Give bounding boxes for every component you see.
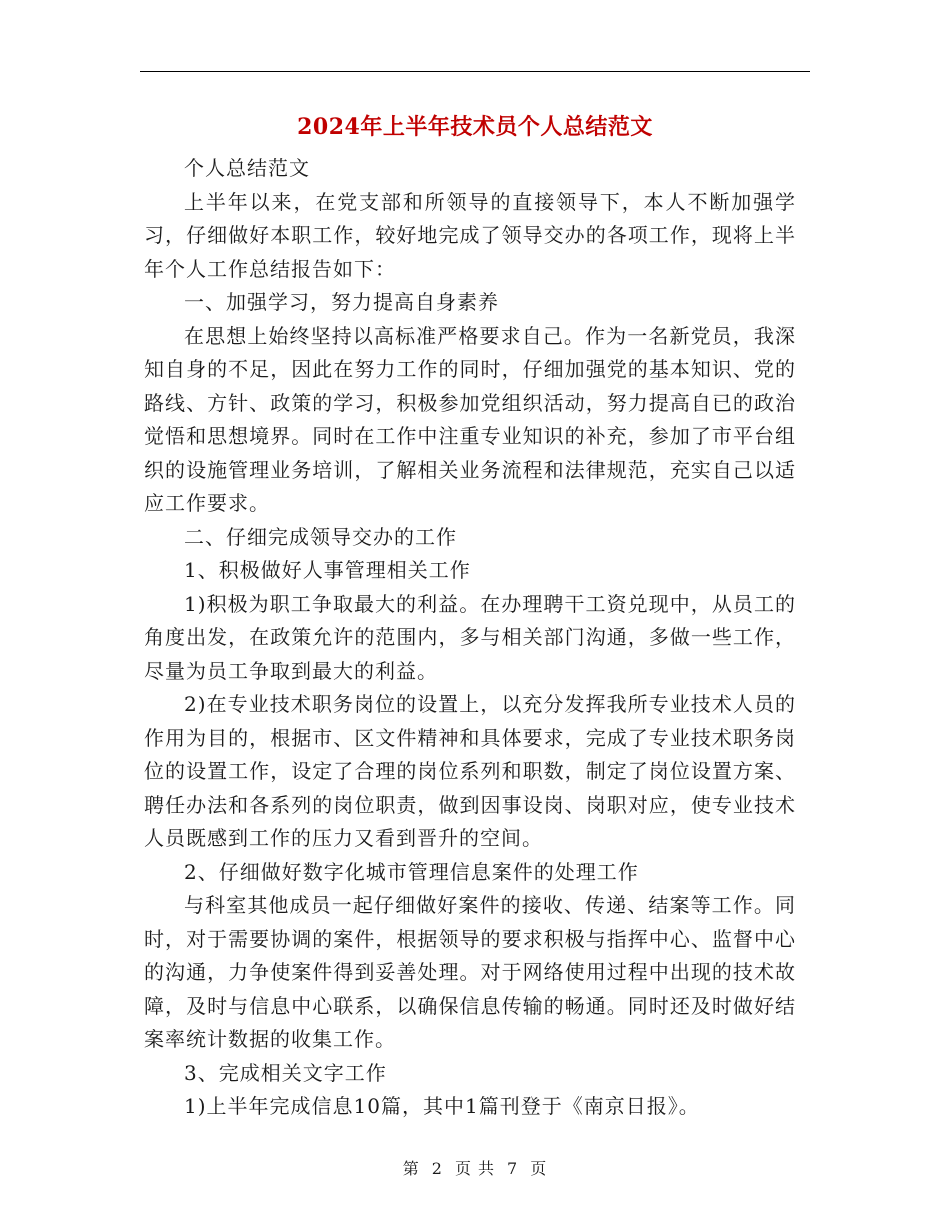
paragraph-item-2: 2)在专业技术职务岗位的设置上，以充分发挥我所专业技术人员的作用为目的，根据市、区文件精神和具体要求，完成了专业技术职务岗位的设置工作，设定了合理的岗位系列和职数，制定了岗位设置方案、聘任办法和各系列的岗位职责，做到因事设岗、岗职对应，使专业技术人员既感到工作的压力又看到晋升的空间。	[144, 692, 796, 850]
paragraph-intro: 上半年以来，在党支部和所领导的直接领导下，本人不断加强学习，仔细做好本职工作，较好地完成了领导交办的各项工作，现将上半年个人工作总结报告如下：	[144, 189, 796, 281]
subsection-heading-2: 2、仔细做好数字化城市管理信息案件的处理工作	[184, 859, 639, 884]
subsection-heading-3: 3、完成相关文字工作	[184, 1060, 387, 1085]
paragraph-cases: 与科室其他成员一起仔细做好案件的接收、传递、结案等工作。同时，对于需要协调的案件，根据领导的要求积极与指挥中心、监督中心的沟通，力争使案件得到妥善处理。对于网络使用过程中出现的技术故障，及时与信息中心联系，以确保信息传输的畅通。同时还及时做好结案率统计数据的收集工作。	[144, 893, 796, 1051]
total-pages: 7	[507, 1159, 519, 1178]
header-rule	[140, 71, 810, 72]
section-heading-1: 一、加强学习，努力提高自身素养	[184, 290, 499, 314]
document-body	[144, 152, 796, 1124]
subsection-heading-1: 1、积极做好人事管理相关工作	[184, 558, 471, 582]
page-footer	[0, 1156, 950, 1179]
paragraph-study: 在思想上始终坚持以高标准严格要求自己。作为一名新党员，我深知自身的不足，因此在努力工作的同时，仔细加强党的基本知识、党的路线、方针、政策的学习，积极参加党组织活动，努力提高自已的政治觉悟和思想境界。同时在工作中注重专业知识的补充，参加了市平台组织的设施管理业务培训，了解相关业务流程和法律规范，充实自己以适应工作要求。	[144, 323, 796, 515]
footer-suffix: 页	[530, 1159, 548, 1178]
page-number: 2	[431, 1159, 443, 1178]
paragraph-item-1: 1)积极为职工争取最大的利益。在办理聘干工资兑现中，从员工的角度出发，在政策允许的范围内，多与相关部门沟通，多做一些工作，尽量为员工争取到最大的利益。	[144, 591, 796, 683]
footer-prefix: 第	[402, 1159, 420, 1178]
paragraph-writing-item-1: 1)上半年完成信息10篇，其中1篇刊登于《南京日报》。	[184, 1094, 700, 1118]
paragraph-subtitle: 个人总结范文	[184, 156, 310, 180]
section-heading-2: 二、仔细完成领导交办的工作	[184, 524, 457, 549]
document-title: 2024年上半年技术员个人总结范文	[297, 114, 653, 140]
footer-middle: 页 共	[454, 1159, 496, 1178]
